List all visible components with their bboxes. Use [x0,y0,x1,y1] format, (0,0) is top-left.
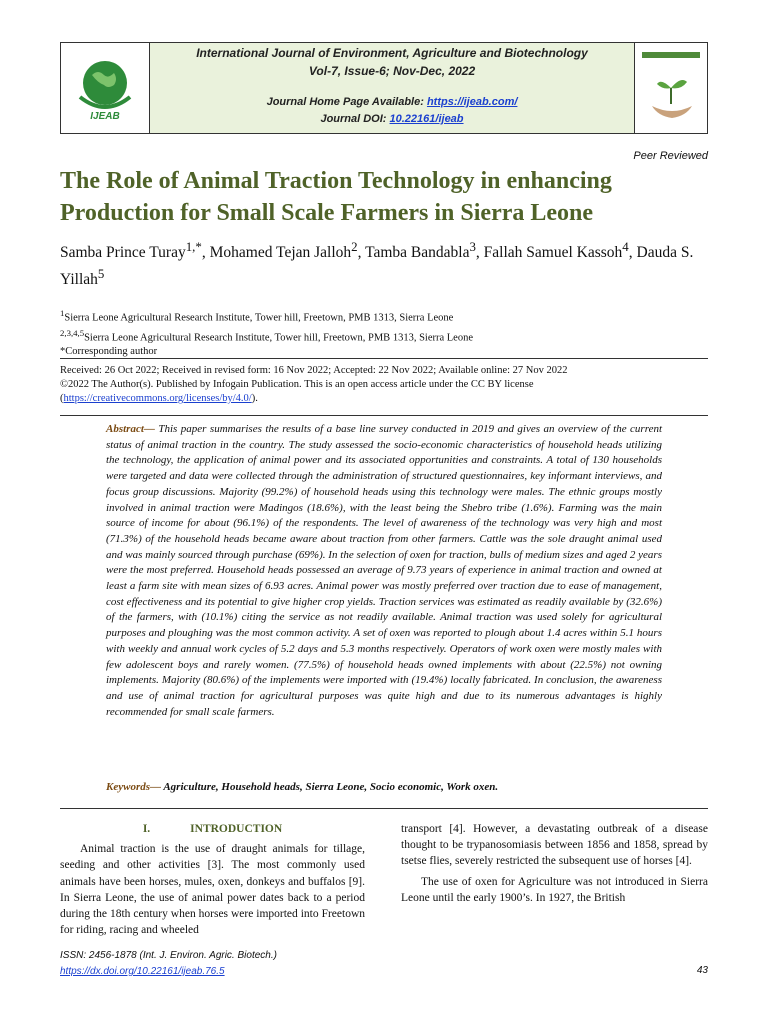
page-footer [60,948,708,980]
keywords-text: Agriculture, Household heads, Sierra Leone, Socio economic, Work oxen. [163,781,499,793]
globe-leaf-logo-icon [70,53,140,123]
article-doi-link[interactable]: https://dx.doi.org/10.22161/ijeab.76.5 [60,966,225,977]
affiliation-2: $^{2,3,4,5}$Sierra Leone Agricultural Research Institute, Tower hill, Freetown, PMB 1313, Sierra Leone [60,327,473,343]
section-heading: I. INTRODUCTION [142,823,283,835]
journal-doi: Journal DOI: 10.22161/ijeab [320,113,464,125]
license-text: ©2022 The Author(s). Published by Infogain Publication. This is an open access article under the CC BY license [60,379,534,390]
divider [60,415,708,416]
peer-reviewed-label: Peer Reviewed [633,150,708,162]
left-column [60,821,365,938]
divider [60,358,708,359]
journal-home: Journal Home Page Available: https://ijeab.com/ [266,96,518,108]
keywords: Keywords— Agriculture, Household heads, Sierra Leone, Socio economic, Work oxen. [106,781,499,793]
paper-title: The Role of Animal Traction Technology in enhancing Production for Small Scale Farmers in Sierra Leone [60,168,612,226]
hand-seedling-icon [638,48,704,128]
keywords-label: Keywords [106,781,150,793]
journal-home-link[interactable]: https://ijeab.com/ [426,96,518,108]
author: Samba Prince Turay$^{1,*}$, [60,239,210,262]
article-history [60,364,710,406]
abstract: Abstract— This paper summarises the results of a base line survey conducted in 2019 and gives an overview of the current status of animal traction in the country. The study assessed the socio-economic characteristics of household heads utilizing the technology, the application of animal power and its associated opportunities and constraints. A total of 130 households were targeted and data were collected through the administration of structured questionnaires, key informant interviews, and focus group discussions. Majority (99.2%) of household heads using this technology were males. The ethnic groups mostly involved in animal traction were Madingos (18.6%), with the least being the Shebro tribe (1.6%). Farming was the main source of income for about (96.1%) of the respondents. The level of awareness of the technology was very high and most (71.3%) of the household heads became aware about traction from other farmers. Cattle was the sole draught animal used and was mainly sourced through purchase (69%). In the selection of oxen for traction, bulls of medium sizes and aged 2 years were the most preferred. Household heads possessed an average of 9.73 years of experience in animal traction and owned at least a farm site with mean sizes of 6.93 acres. Animal power was mostly preferred over traction due to ease of management, cost effectiveness and its potential to give higher crop yields. Traction services was estimated as readily available by (32.6%) of the farmers, with (10.1%) citing the service as not readily available. Animal traction was used solely for agricultural purposes and ploughing was the most common activity. A set of oxen was reported to plough about 1.4 acres within 5.1 hours with weekly and annual work cycles of 5.2 days and 5.3 months respectively. Operators of work oxen were mostly males with few adolescent boys and rarely women. (77.5%) of household heads owned implements with about (22.5%) not owning implements. Majority (80.6%) of the implements were imported with (19.4%) locally fabricated. In conclusion, the awareness and use of animal traction for agricultural purposes was quite high and due to its numerous advantages is highly recommended for small scale farmers. [106,423,663,718]
issn: ISSN: 2456-1878 (Int. J. Environ. Agric. Biotech.) [60,950,277,961]
author-list [60,236,710,290]
author: Mohamed Tejan Jalloh$^2$, [209,239,366,262]
license-link-line: (https://creativecommons.org/licenses/by/4.0/). [60,393,258,404]
received-dates: Received: 26 Oct 2022; Received in revised form: 16 Nov 2022; Accepted: 22 Nov 2022; Available online: 27 Nov 2022 [60,365,568,376]
license-link[interactable]: https://creativecommons.org/licenses/by/4.0/ [63,393,252,404]
svg-text:IJEAB: IJEAB [90,111,120,122]
author: Tamba Bandabla$^3$, [365,239,484,262]
author: Dauda S. Yillah$^5$ [60,244,694,289]
abstract-label: Abstract [106,423,144,435]
affiliations [60,306,710,359]
journal-volume: Vol-7, Issue-6; Nov-Dec, 2022 [308,64,476,78]
journal-cover-thumbnail [634,43,707,133]
paragraph: The use of oxen for Agriculture was not introduced in Sierra Leone until the early 1900’s. In 1927, the British [401,875,708,904]
author: Fallah Samuel Kassoh$^4$, [483,239,637,262]
journal-info [150,43,634,133]
journal-header [60,42,708,134]
paragraph: transport [4]. However, a devastating outbreak of a disease thought to be trypanosomiasis between 1856 and 1858, spread by tsetse flies, severely restricted the subsequent use of horses [4]. [401,823,708,868]
corresponding-author: *Corresponding author [60,346,158,357]
paragraph: Animal traction is the use of draught animals for tillage, seeding and other activities [3]. The most commonly used animals have been horses, mules, oxen, donkeys and buffalos [9]. In Sierra Leone, the use of animal power dates back to a period during the 18th century when horses were imported into Freetown for riding, racing and wheeled [60,843,365,937]
affiliation-1: $^1$Sierra Leone Agricultural Research Institute, Tower hill, Freetown, PMB 1313, Sierra Leone [60,308,454,324]
journal-logo [61,43,150,133]
journal-name: International Journal of Environment, Agriculture and Biotechnology [196,46,588,60]
right-column [401,821,708,906]
abstract-text: This paper summarises the results of a base line survey conducted in 2019 and gives an overview of the current status of animal traction in the country. The study assessed the socio-economic characteristics of household heads utilizing the technology, the application of animal power and its associated opportunities and constraints. A total of 130 households were targeted and data were collected through the administration of structured questionnaires, key informant interviews, and focus group discussions. Majority (99.2%) of household heads using this technology were males. The ethnic groups mostly involved in animal traction were Madingos (18.6%), with the least being the Shebro tribe (1.6%). Farming was the main source of income for about (96.1%) of the respondents. The level of awareness of the technology was very high and most (71.3%) of the household heads became aware about traction from other farmers. Cattle was the sole draught animal used and was mainly sourced through purchase (69%). In the selection of oxen for traction, bulls of medium sizes and aged 2 years were the most preferred. Household heads possessed an average of 9.73 years of experience in animal traction and owned at least a farm site with mean sizes of 6.93 acres. Animal power was mostly preferred over traction due to ease of management, cost effectiveness and its potential to give higher crop yields. Traction services was estimated as readily available by (32.6%) of the farmers, with (10.1%) citing the service as not readily available. Animal traction was used solely for agricultural purposes and ploughing was the most common activity. A set of oxen was reported to plough about 1.4 acres within 5.1 hours with weekly and annual work cycles of 5.2 days and 5.3 months respectively. Operators of work oxen were mostly males with few adolescent boys and rarely women. (77.5%) of household heads owned implements with about (22.5%) not owning implements. Majority (80.6%) of the implements were imported with (19.4%) locally fabricated. In conclusion, the awareness and use of animal traction for agricultural purposes was quite high and due to its numerous advantages is highly recommended for small scale farmers. [106,423,663,718]
page-number: 43 [696,965,708,976]
journal-doi-link[interactable]: 10.22161/ijeab [389,113,464,125]
divider [60,808,708,809]
